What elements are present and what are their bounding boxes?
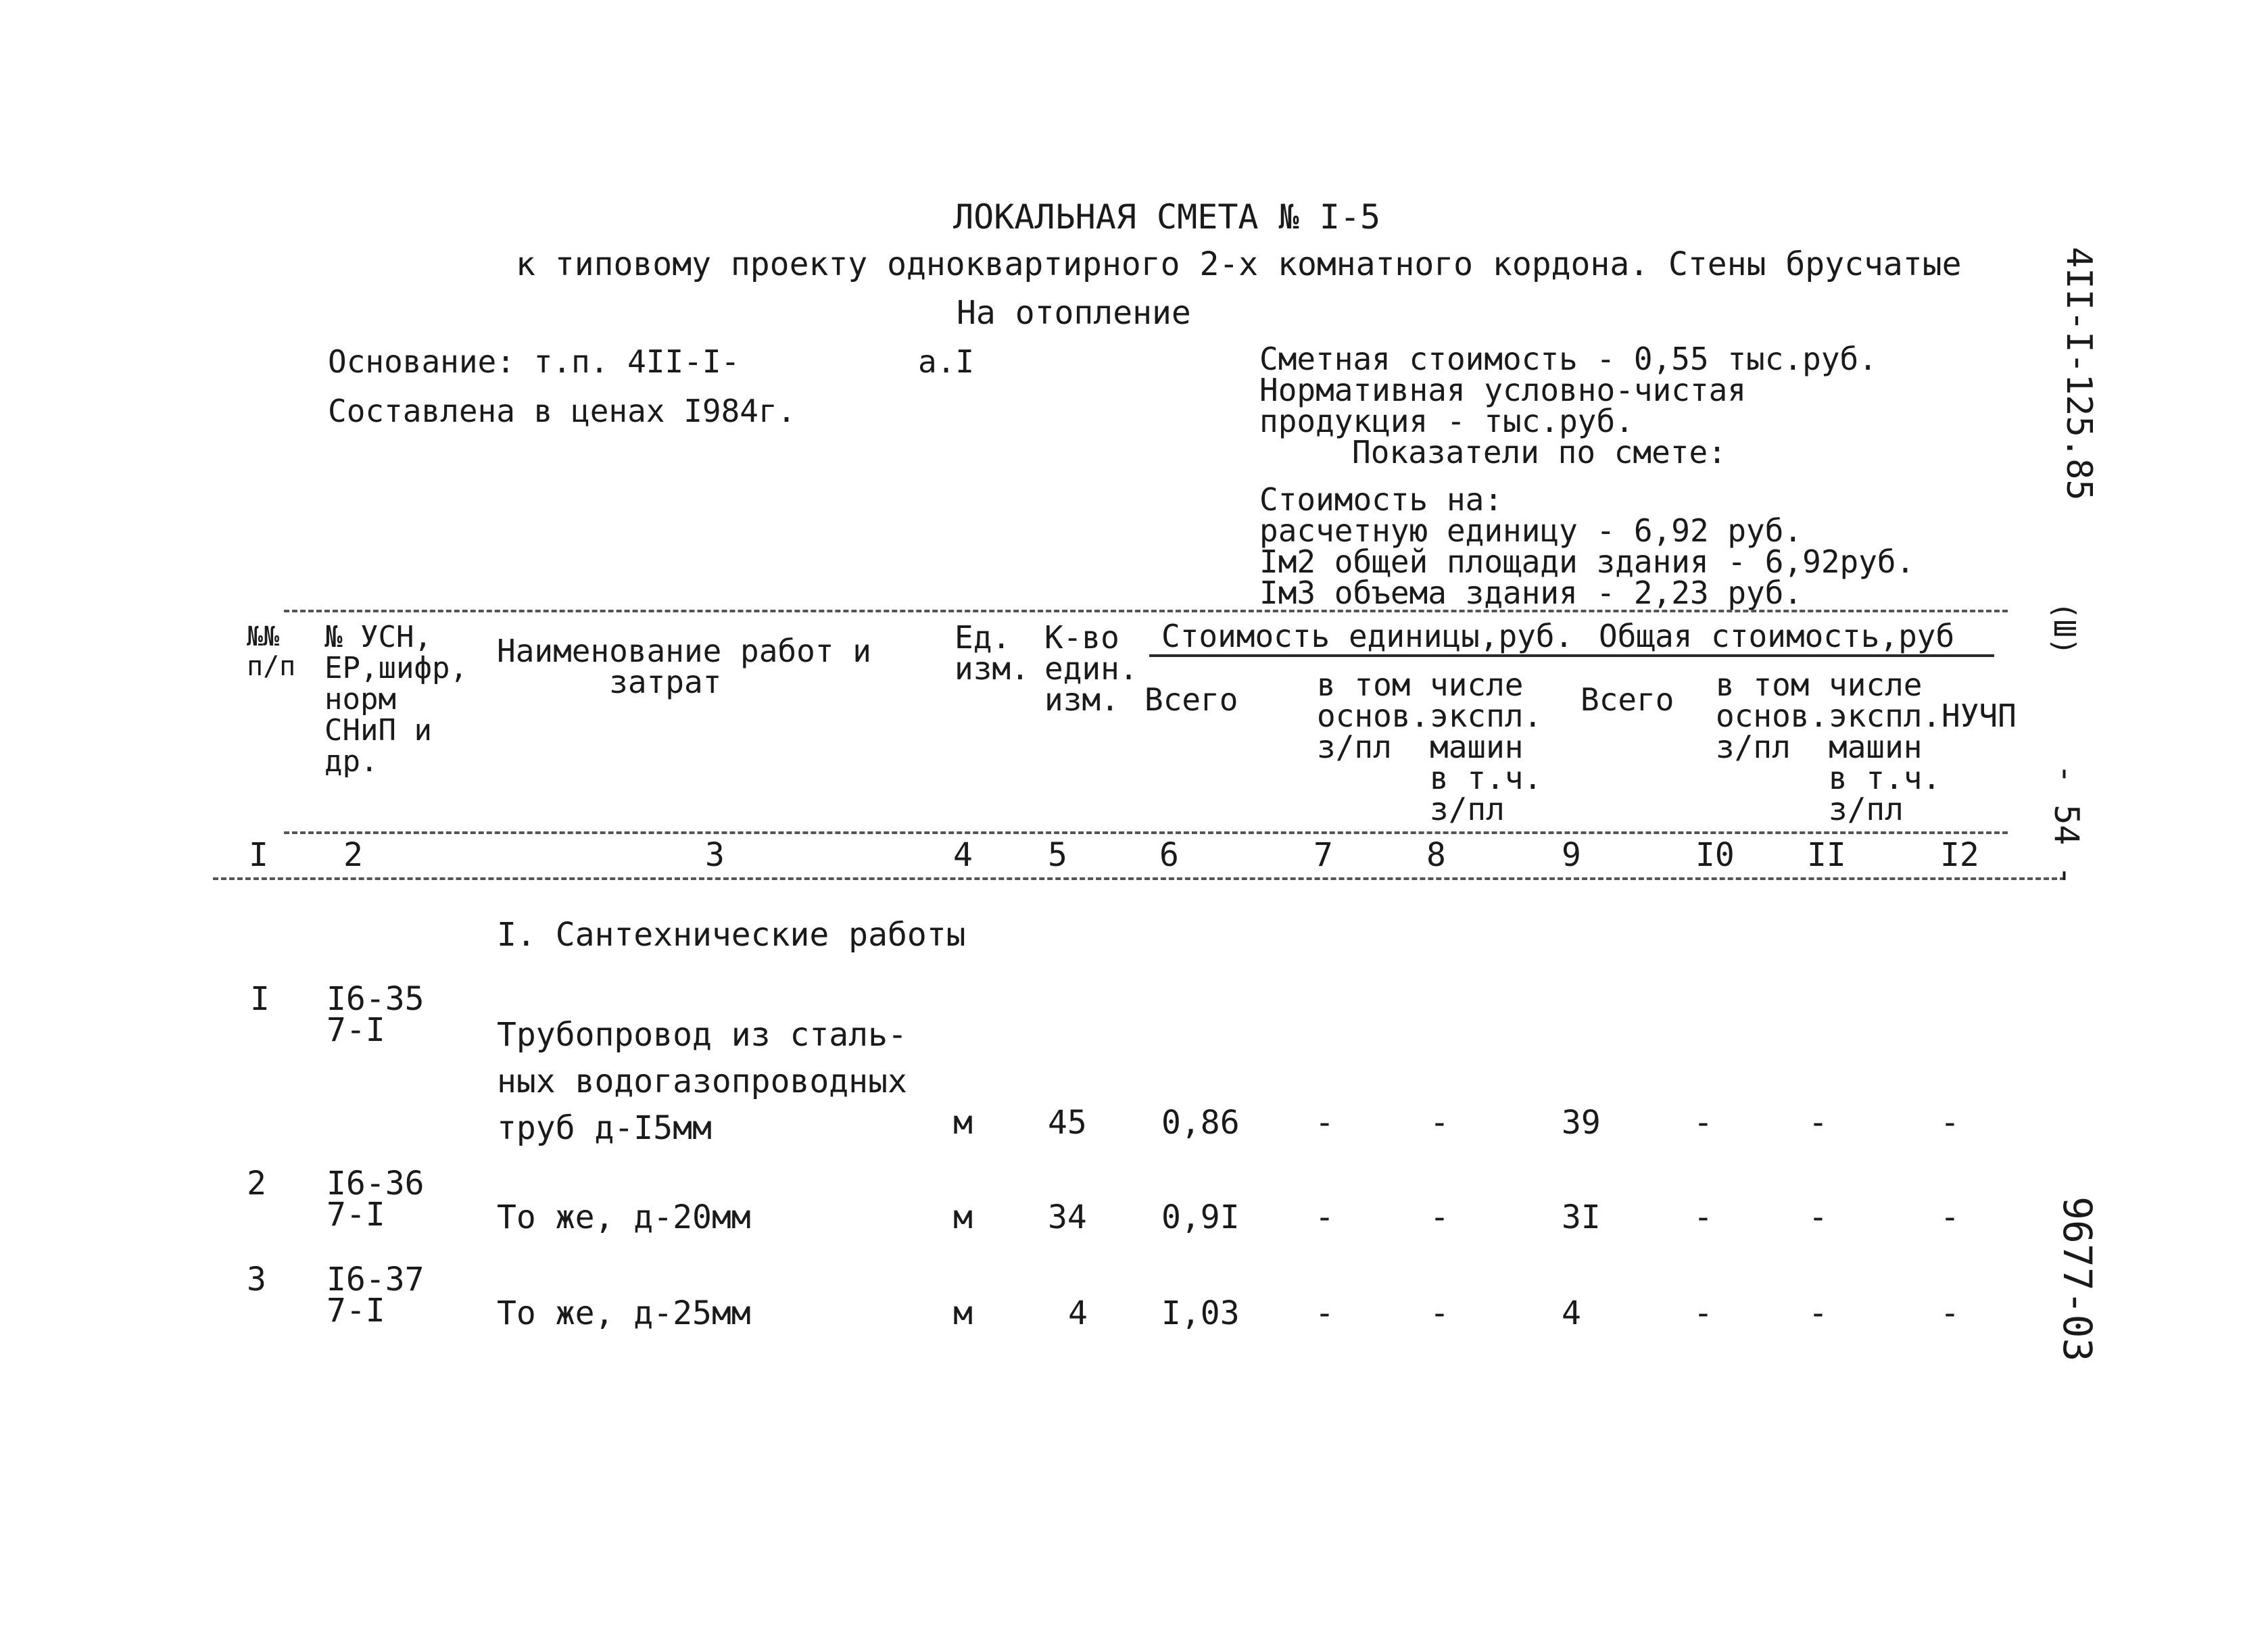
col-number-4: 4 — [953, 836, 973, 874]
row-3-total: 4 — [1562, 1294, 1581, 1332]
header-col-11: числе экспл. машин в т.ч. з/пл — [1829, 666, 1941, 827]
header-unit-cost-group: Стоимость единицы,руб. — [1161, 618, 1574, 654]
header-col-8: числе экспл. машин в т.ч. з/пл — [1430, 666, 1543, 827]
header-col-7: в том основ. з/пл — [1317, 666, 1430, 765]
header-total-cost-group: Общая стоимость,руб — [1599, 618, 1955, 654]
col-number-11: II — [1807, 836, 1846, 874]
row-3-qty: 4 — [1068, 1294, 1088, 1332]
prices-year: Составлена в ценах I984г. — [328, 393, 796, 429]
row-2-nuchp: - — [1940, 1198, 1960, 1236]
normative-line-1: Нормативная условно-чистая — [1259, 372, 1747, 408]
col-number-8: 8 — [1426, 836, 1446, 874]
row-1-total-machine: - — [1808, 1104, 1828, 1142]
row-2-unit: м — [953, 1198, 973, 1236]
cost-per-m3: Iм3 объема здания - 2,23 руб. — [1259, 575, 1803, 611]
row-1-num: I — [250, 980, 270, 1018]
header-col-6: Всего — [1144, 681, 1238, 718]
row-2-total-machine: - — [1808, 1198, 1828, 1236]
row-3-nuchp: - — [1940, 1294, 1960, 1332]
row-3-unit-total: I,03 — [1161, 1294, 1240, 1332]
row-1-nuchp: - — [1940, 1104, 1960, 1142]
document-subtitle: к типовому проекту одноквартирного 2-х комнатного кордона. Стены брусчатые — [516, 245, 1962, 283]
table-top-border — [284, 610, 2008, 612]
row-2-qty: 34 — [1048, 1198, 1087, 1236]
header-col-4: Ед. изм. — [955, 619, 1030, 687]
row-1-name: Трубопровод из сталь- ных водогазопроводных труб д-I5мм — [497, 1016, 907, 1147]
header-col-12: НУЧП — [1941, 698, 2017, 734]
row-2-unit-total: 0,9I — [1161, 1198, 1240, 1236]
row-2-name: То же, д-20мм — [497, 1198, 751, 1236]
header-col-9: Всего — [1581, 681, 1674, 718]
archive-number-vertical: 9677-03 — [2054, 1196, 2100, 1362]
col-number-6: 6 — [1159, 836, 1179, 874]
row-2-unit-wage: - — [1315, 1198, 1334, 1236]
basis-album: а.I — [918, 343, 975, 380]
col-number-7: 7 — [1313, 836, 1333, 874]
cost-group-underline — [1149, 654, 1994, 657]
row-3-num: 3 — [247, 1261, 266, 1298]
column-numbers-top-border — [284, 831, 2008, 834]
row-2-unit-machine: - — [1430, 1198, 1449, 1236]
col-number-12: I2 — [1940, 836, 1979, 874]
cost-per-m2: Iм2 общей площади здания - 6,92руб. — [1259, 543, 1915, 580]
row-1-qty: 45 — [1048, 1104, 1087, 1142]
row-2-num: 2 — [247, 1165, 266, 1202]
row-1-unit-total: 0,86 — [1161, 1104, 1240, 1142]
header-col-10: в том основ. з/пл — [1716, 666, 1829, 765]
document-title: ЛОКАЛЬНАЯ СМЕТА № I-5 — [953, 197, 1381, 237]
estimated-cost: Сметная стоимость - 0,55 тыс.руб. — [1259, 341, 1877, 377]
row-2-total: 3I — [1562, 1198, 1601, 1236]
row-1-code: I6-35 7-I — [327, 980, 425, 1049]
row-3-total-wage: - — [1693, 1294, 1713, 1332]
indicators-title: Показатели по смете: — [1352, 434, 1727, 470]
column-numbers-bottom-border — [213, 877, 2065, 880]
row-3-unit-machine: - — [1430, 1294, 1449, 1332]
col-number-10: I0 — [1695, 836, 1735, 874]
col-number-5: 5 — [1048, 836, 1067, 874]
header-col-3: Наименование работ и затрат — [497, 633, 871, 700]
sheet-mark-vertical: (Ш) — [2047, 602, 2081, 656]
row-3-name: То же, д-25мм — [497, 1294, 751, 1332]
col-number-9: 9 — [1562, 836, 1581, 874]
row-3-unit-wage: - — [1315, 1294, 1334, 1332]
document-subtitle-heating: На отопление — [957, 294, 1191, 332]
header-col-5: К-во един. изм. — [1044, 619, 1138, 718]
project-code-vertical: 4II-I-125.85 — [2058, 247, 2099, 501]
row-2-code: I6-36 7-I — [327, 1165, 425, 1234]
row-1-unit-machine: - — [1430, 1104, 1449, 1142]
row-2-total-wage: - — [1693, 1198, 1713, 1236]
col-number-2: 2 — [343, 836, 363, 874]
normative-line-2: продукция - тыс.руб. — [1259, 403, 1634, 439]
basis-label: Основание: т.п. 4II-I- — [328, 343, 740, 380]
col-number-1: I — [249, 836, 268, 874]
row-3-total-machine: - — [1808, 1294, 1828, 1332]
header-col-1: №№ п/п — [247, 621, 296, 682]
row-1-unit-wage: - — [1315, 1104, 1334, 1142]
page-number-vertical: - 54 - — [2047, 764, 2086, 886]
header-col-2: № УСН, ЕР,шифр, норм СНиП и др. — [324, 620, 468, 779]
cost-per-unit: расчетную единицу - 6,92 руб. — [1259, 512, 1803, 549]
row-3-code: I6-37 7-I — [327, 1261, 425, 1330]
row-1-total: 39 — [1562, 1104, 1601, 1142]
row-1-total-wage: - — [1693, 1104, 1713, 1142]
row-1-unit: м — [953, 1104, 973, 1142]
row-3-unit: м — [953, 1294, 973, 1332]
section-title: I. Сантехнические работы — [497, 916, 966, 954]
cost-on-label: Стоимость на: — [1259, 481, 1503, 518]
col-number-3: 3 — [705, 836, 725, 874]
